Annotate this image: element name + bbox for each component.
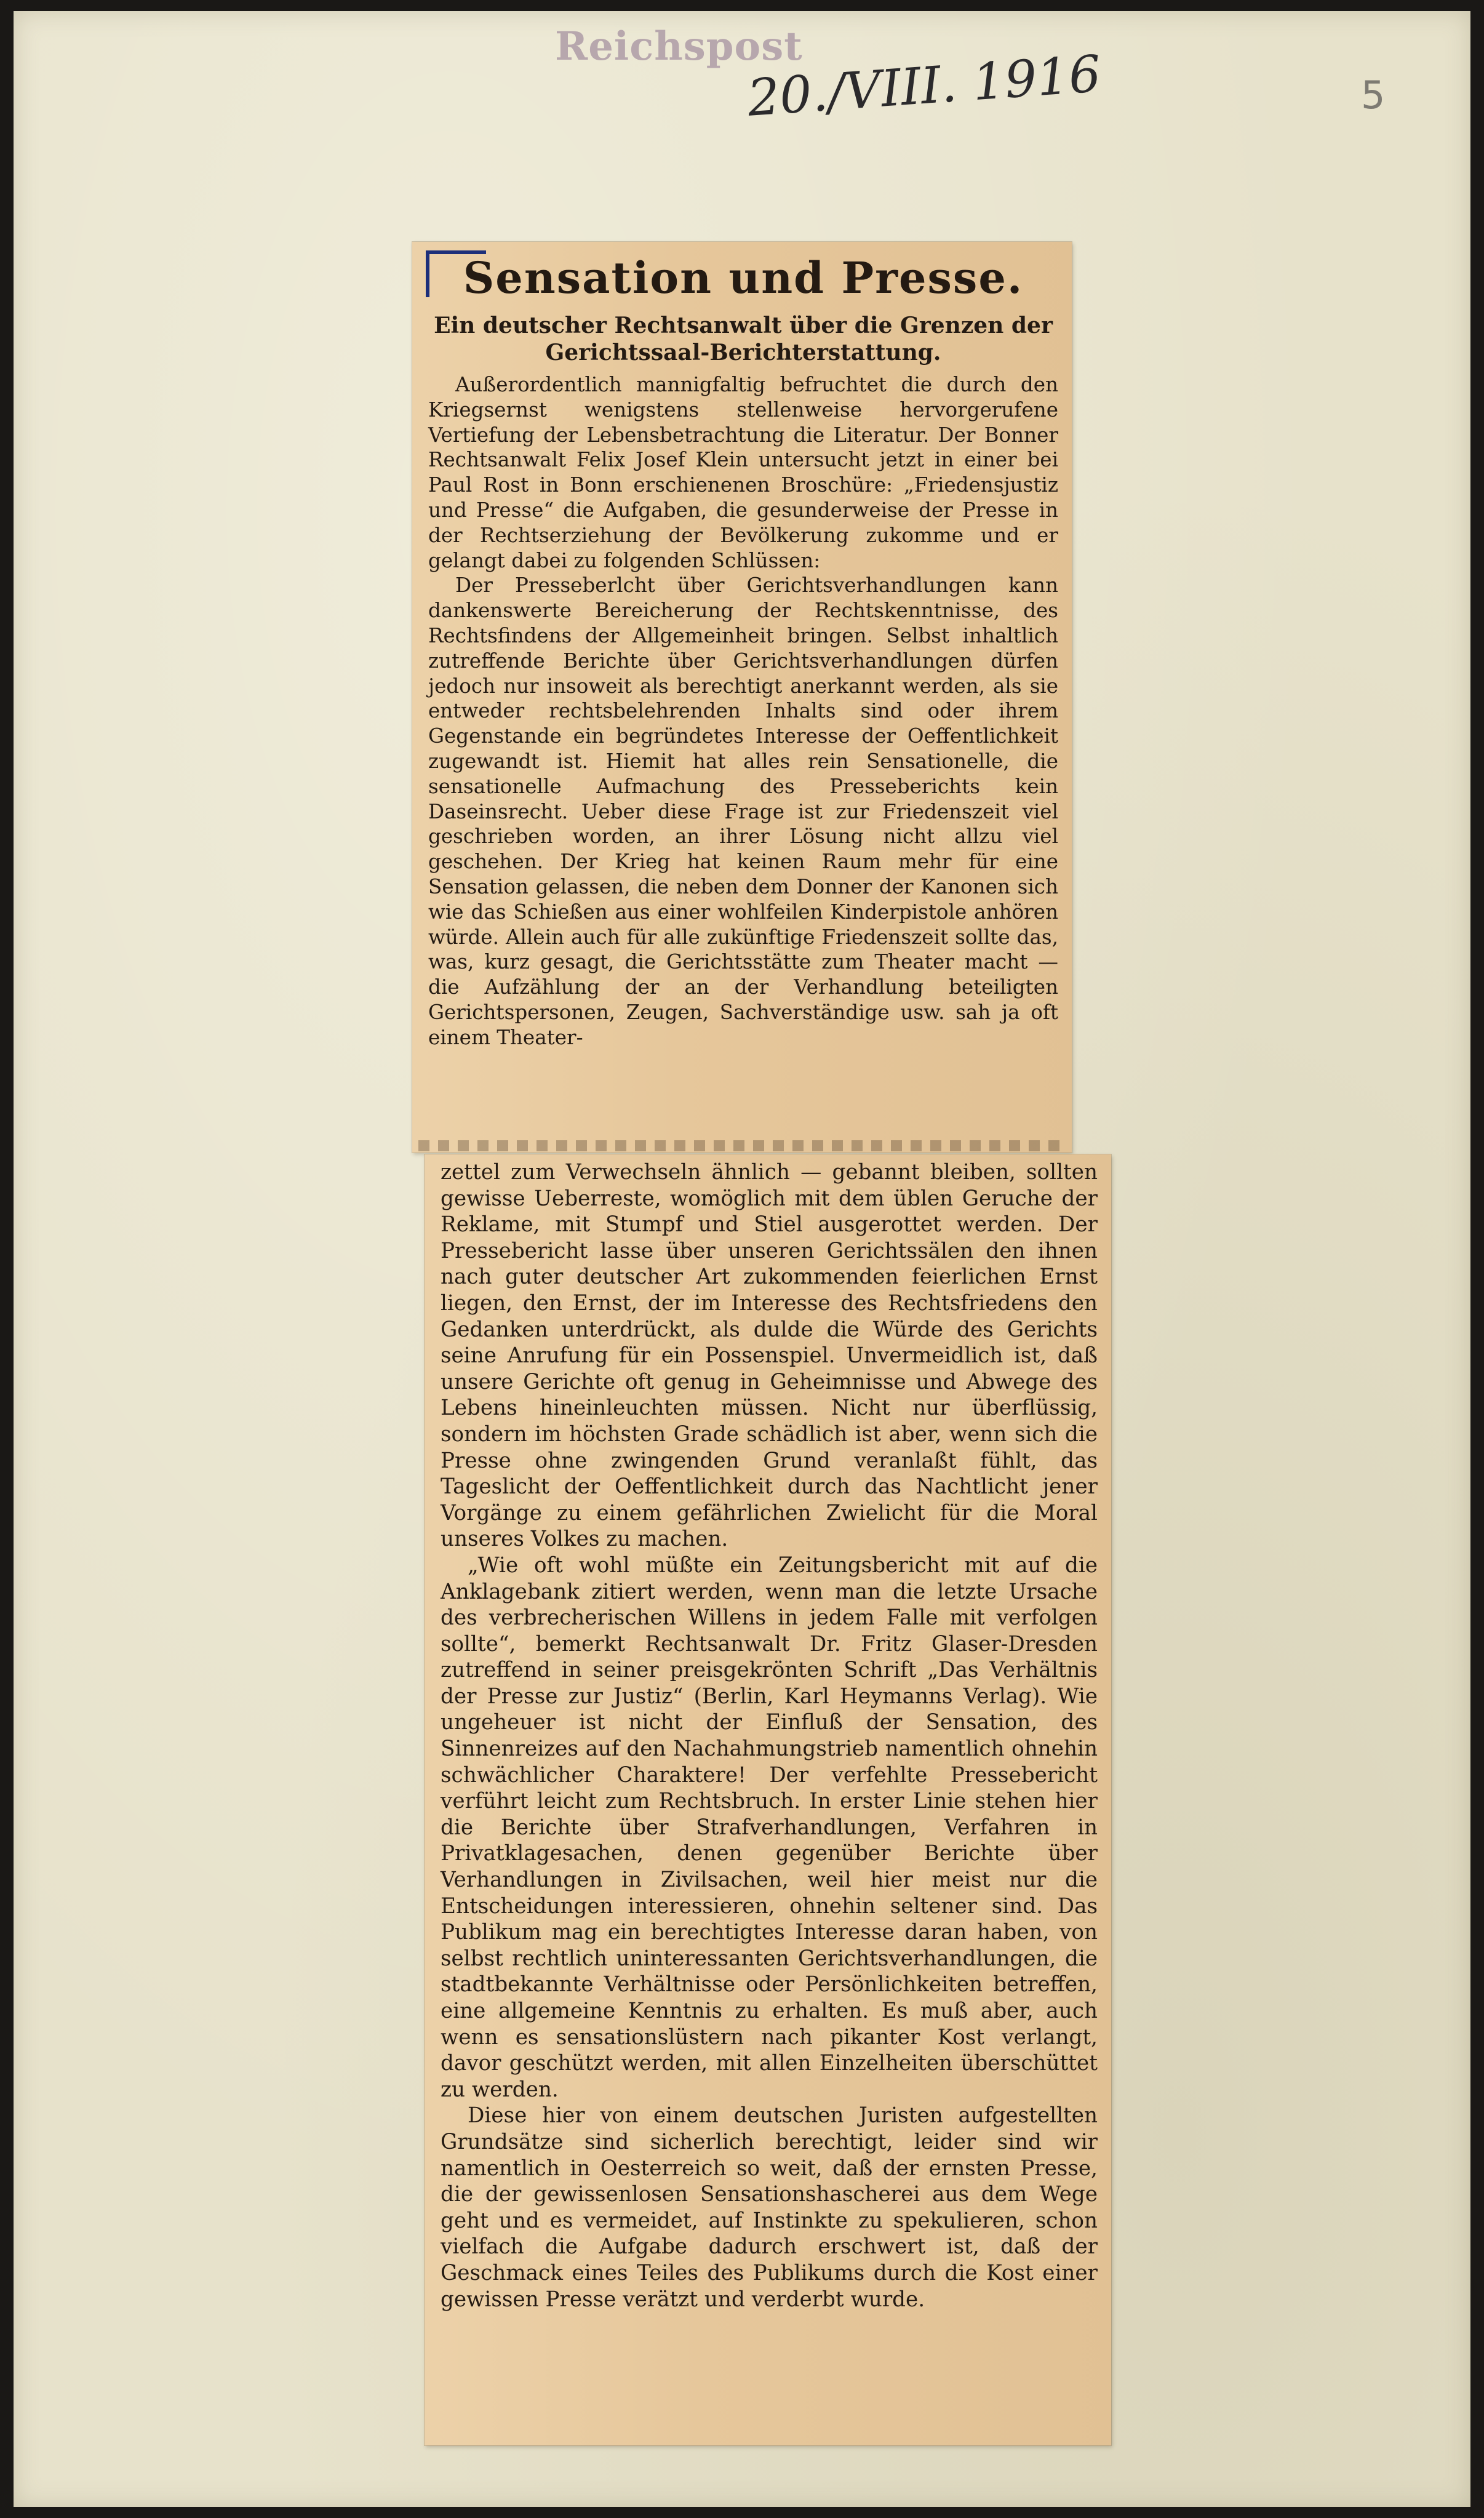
clipping-part-1 bbox=[412, 242, 1072, 1153]
article-body-part-1 bbox=[428, 372, 1058, 1050]
archive-sheet bbox=[14, 11, 1470, 2507]
clipping-part-2 bbox=[425, 1154, 1111, 2445]
clipping-1-content bbox=[428, 250, 1058, 1050]
paragraph: „Wie oft wohl müßte ein Zeitungsbericht mit auf die Anklagebank zitiert werden, wenn man die letzte Ursache des verbrecherischen Willens in jedem Falle mit verfolgen sollte“, bemerkt Rechtsanwalt Dr. Fritz Glaser-Dresden zutreffend in seiner preisgekrönten Schrift „Das Verhältnis der Presse zur Justiz“ (Berlin, Karl Heymanns Verlag). Wie ungeheuer ist nicht der Einfluß der Sensation, des Sinnenreizes auf den Nachahmungstrieb namentlich ohnehin schwächlicher Charaktere! Der verfehlte Pressebericht verführt leicht zum Rechtsbruch. In erster Linie stehen hier die Berichte über Strafverhandlungen, Verfahren in Privatklagesachen, denen gegenüber Berichte über Verhandlungen in Zivilsachen, weil hier meist nur die Entscheidungen interessieren, ohnehin seltener sind. Das Publikum mag ein berechtigtes Interesse daran haben, von selbst rechtlich uninteressanten Gerichtsverhandlungen, die stadtbekannte Verhältnisse oder Persönlichkeiten betreffen, eine allgemeine Kenntnis zu erhalten. Es muß aber, auch wenn es sensationslüstern nach pikanter Kost verlangt, davor geschützt werden, mit allen Einzelheiten überschüttet zu werden. bbox=[441, 1553, 1098, 2102]
paragraph: zettel zum Verwechseln ähnlich — gebannt bleiben, sollten gewisse Ueberreste, womöglich mit dem üblen Geruche der Reklame, mit Stumpf und Stiel ausgerottet werden. Der Pressebericht lasse über unseren Gerichtssälen den ihnen nach guter deutscher Art zukommenden feierlichen Ernst liegen, den Ernst, der im Interesse des Rechtsfriedens den Gedanken unterdrückt, als dulde die Würde des Gerichts seine Anrufung für ein Possenspiel. Unvermeidlich ist, daß unsere Gerichte oft genug in Geheimnisse und Abwege des Lebens hineinleuchten müssen. Nicht nur überflüssig, sondern im höchsten Grade schädlich ist aber, wenn sich die Presse ohne zwingenden Grund veranlaßt fühlt, das Tageslicht der Oeffentlichkeit durch das Nachtlicht jener Vorgänge zu einem gefährlichen Zwielicht für die Moral unseres Volkes zu machen. bbox=[441, 1160, 1098, 1552]
torn-edge bbox=[418, 1140, 1066, 1151]
handwritten-date: 20./VIII. 1916 bbox=[746, 44, 1103, 128]
page-number: 5 bbox=[1361, 73, 1386, 118]
clipping-2-content bbox=[441, 1159, 1098, 2312]
article-body-part-2 bbox=[441, 1159, 1098, 2312]
article-subheadline: Ein deutscher Rechtsanwalt über die Grenzen der Gerichtssaal-Berichterstattung. bbox=[434, 313, 1053, 366]
paragraph: Außerordentlich mannigfaltig befruchtet die durch den Kriegsernst wenigstens stellenweise hervorgerufene Vertiefung der Lebensbetrachtung die Literatur. Der Bonner Rechtsanwalt Felix Josef Klein untersucht jetzt in einer bei Paul Rost in Bonn erschienenen Broschüre: „Friedensjustiz und Presse“ die Aufgaben, die gesunderweise der Presse in der Rechtserziehung der Bevölkerung zukomme und er gelangt dabei zu folgenden Schlüssen: bbox=[428, 373, 1058, 572]
paragraph: Der Presseberlcht über Gerichtsverhandlungen kann dankenswerte Bereicherung der Rechtskenntnisse, des Rechtsfindens der Allgemeinheit bringen. Selbst inhaltlich zutreffende Berichte über Gerichtsverhandlungen dürfen jedoch nur insoweit als berechtigt anerkannt werden, als sie entweder rechtsbelehrenden Inhalts sind oder ihrem Gegenstande ein begründetes Interesse der Oeffentlichkeit zugewandt ist. Hiemit hat alles rein Sensationelle, die sensationelle Aufmachung des Presseberichts kein Daseinsrecht. Ueber diese Frage ist zur Friedenszeit viel geschrieben worden, an ihrer Lösung nicht allzu viel geschehen. Der Krieg hat keinen Raum mehr für eine Sensation gelassen, die neben dem Donner der Kanonen sich wie das Schießen aus einer wohlfeilen Kinderpistole anhören würde. Allein auch für alle zukünftige Friedenszeit sollte das, was, kurz gesagt, die Gerichtsstätte zum Theater macht — die Aufzählung der an der Verhandlung beteiligten Gerichtspersonen, Zeugen, Sachverständige usw. sah ja oft einem Theater- bbox=[428, 574, 1058, 1049]
newspaper-stamp: Reichspost bbox=[555, 23, 803, 70]
paragraph: Diese hier von einem deutschen Juristen aufgestellten Grundsätze sind sicherlich berechtigt, leider sind wir namentlich in Oesterreich so weit, daß der ernsten Presse, die der gewissenlosen Sensationshascherei aus dem Wege geht und es vermeidet, auf Instinkte zu spekulieren, schon vielfach die Aufgabe dadurch erschwert ist, daß der Geschmack eines Teiles des Publikums durch die Kost einer gewissen Presse verätzt und verderbt wurde. bbox=[441, 2103, 1098, 2312]
article-headline: Sensation und Presse. bbox=[463, 252, 1024, 303]
